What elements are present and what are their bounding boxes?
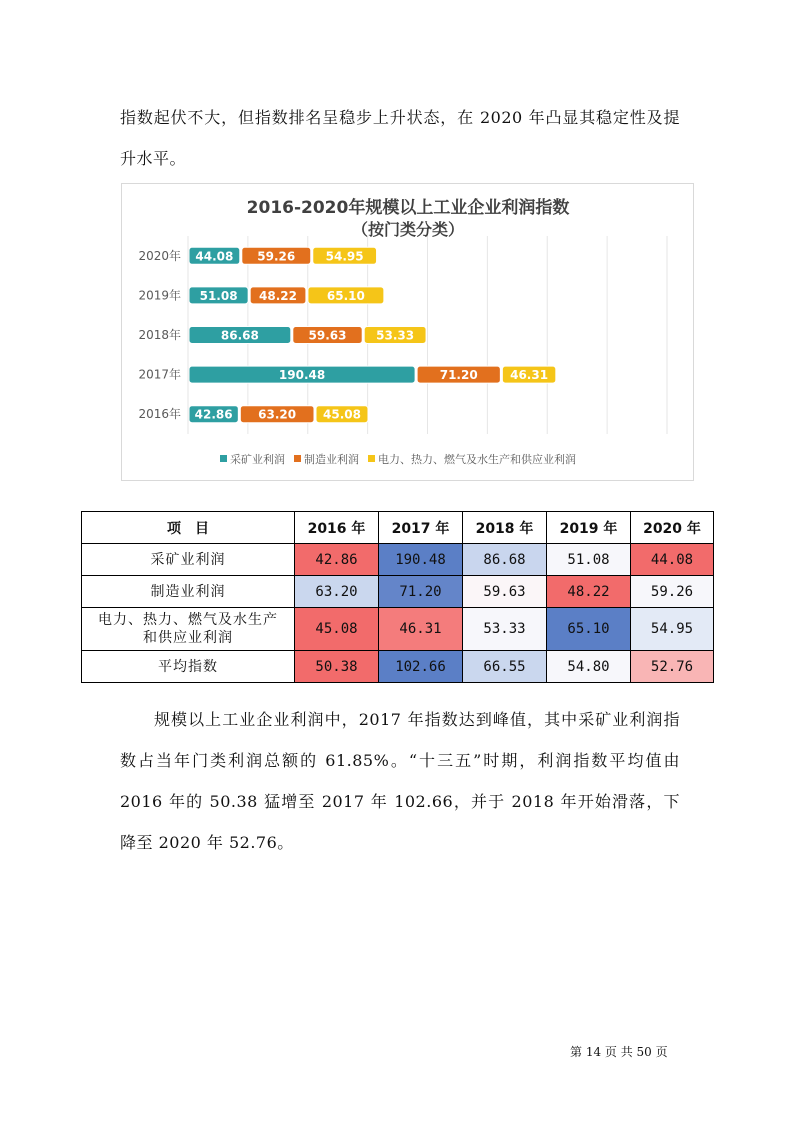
legend-label: 采矿业利润: [230, 453, 285, 466]
intro-paragraph: 指数起伏不大，但指数排名呈稳步上升状态，在 2020 年凸显其稳定性及提升水平。: [120, 108, 680, 168]
table-header-row: [82, 512, 714, 544]
table-cell: 59.63: [463, 576, 547, 608]
row-label-line: 和供应业利润: [143, 630, 233, 646]
data-label: 42.86: [194, 407, 233, 422]
profit-index-table: [81, 511, 714, 683]
header-2017: 2017 年: [379, 512, 463, 544]
legend-label: 制造业利润: [304, 453, 359, 466]
data-label: 54.95: [325, 249, 364, 264]
profit-index-chart: [121, 183, 694, 481]
table-cell: 59.26: [631, 576, 714, 608]
table-cell: 44.08: [631, 544, 714, 576]
table-cell: 86.68: [463, 544, 547, 576]
header-2020: 2020 年: [631, 512, 714, 544]
header-2019: 2019 年: [547, 512, 631, 544]
category-label: 2019年: [138, 288, 181, 303]
table-cell: 46.31: [379, 608, 463, 651]
table-cell: 48.22: [547, 576, 631, 608]
category-label: 2020年: [138, 248, 181, 263]
legend-swatch: [368, 455, 375, 462]
table-cell: 45.08: [295, 608, 379, 651]
row-label: 平均指数: [82, 651, 295, 683]
table-cell: 50.38: [295, 651, 379, 683]
table-cell: 54.80: [547, 651, 631, 683]
chart-subtitle: （按门类分类）: [351, 220, 465, 239]
data-label: 53.33: [376, 328, 415, 343]
header-item: 项 目: [82, 512, 295, 544]
legend-label: 电力、热力、燃气及水生产和供应业利润: [378, 453, 576, 466]
data-label: 86.68: [220, 328, 259, 343]
data-label: 46.31: [510, 368, 549, 383]
table-cell: 54.95: [631, 608, 714, 651]
category-label: 2016年: [138, 407, 181, 422]
row-label-line: 电力、热力、燃气及水生产: [98, 612, 278, 628]
table-cell: 65.10: [547, 608, 631, 651]
table-cell: 71.20: [379, 576, 463, 608]
row-label: [82, 608, 295, 651]
data-label: 65.10: [326, 288, 365, 303]
legend-swatch: [220, 455, 227, 462]
category-label: 2018年: [138, 328, 181, 342]
table-row: [82, 651, 714, 683]
data-label: 44.08: [195, 249, 234, 264]
data-label: 48.22: [259, 288, 298, 303]
table-cell: 190.48: [379, 544, 463, 576]
row-label: 制造业利润: [82, 576, 295, 608]
category-label: 2017年: [138, 367, 181, 382]
table-cell: 51.08: [547, 544, 631, 576]
data-label: 45.08: [323, 407, 361, 422]
conclusion-paragraph: 规模以上工业企业利润中，2017 年指数达到峰值，其中采矿业利润指数占当年门类利润总额的 61.85%。“十三五”时期，利润指数平均值由 2016 年的 50.38 猛增至 2017 年 102.66，并于 2018 年开始滑落，下降至 2020 年 52.76。: [120, 710, 680, 852]
data-label: 59.26: [257, 249, 296, 264]
chart-title: 2016-2020年规模以上工业企业利润指数: [246, 198, 570, 218]
data-label: 71.20: [439, 368, 478, 383]
table-cell: 42.86: [295, 544, 379, 576]
page-footer: 第 14 页 共 50 页: [570, 1045, 668, 1059]
table-cell: 66.55: [463, 651, 547, 683]
data-label: 51.08: [199, 288, 238, 303]
row-label: 采矿业利润: [82, 544, 295, 576]
data-label: 59.63: [308, 328, 347, 343]
table-row: [82, 576, 714, 608]
table-cell: 52.76: [631, 651, 714, 683]
header-2016: 2016 年: [295, 512, 379, 544]
header-2018: 2018 年: [463, 512, 547, 544]
data-label: 190.48: [278, 368, 326, 383]
table-cell: 63.20: [295, 576, 379, 608]
table-cell: 53.33: [463, 608, 547, 651]
data-label: 63.20: [258, 407, 297, 422]
legend-swatch: [294, 455, 301, 462]
table-cell: 102.66: [379, 651, 463, 683]
table-row: [82, 544, 714, 576]
chart-svg: [122, 184, 695, 482]
table-row: [82, 608, 714, 651]
